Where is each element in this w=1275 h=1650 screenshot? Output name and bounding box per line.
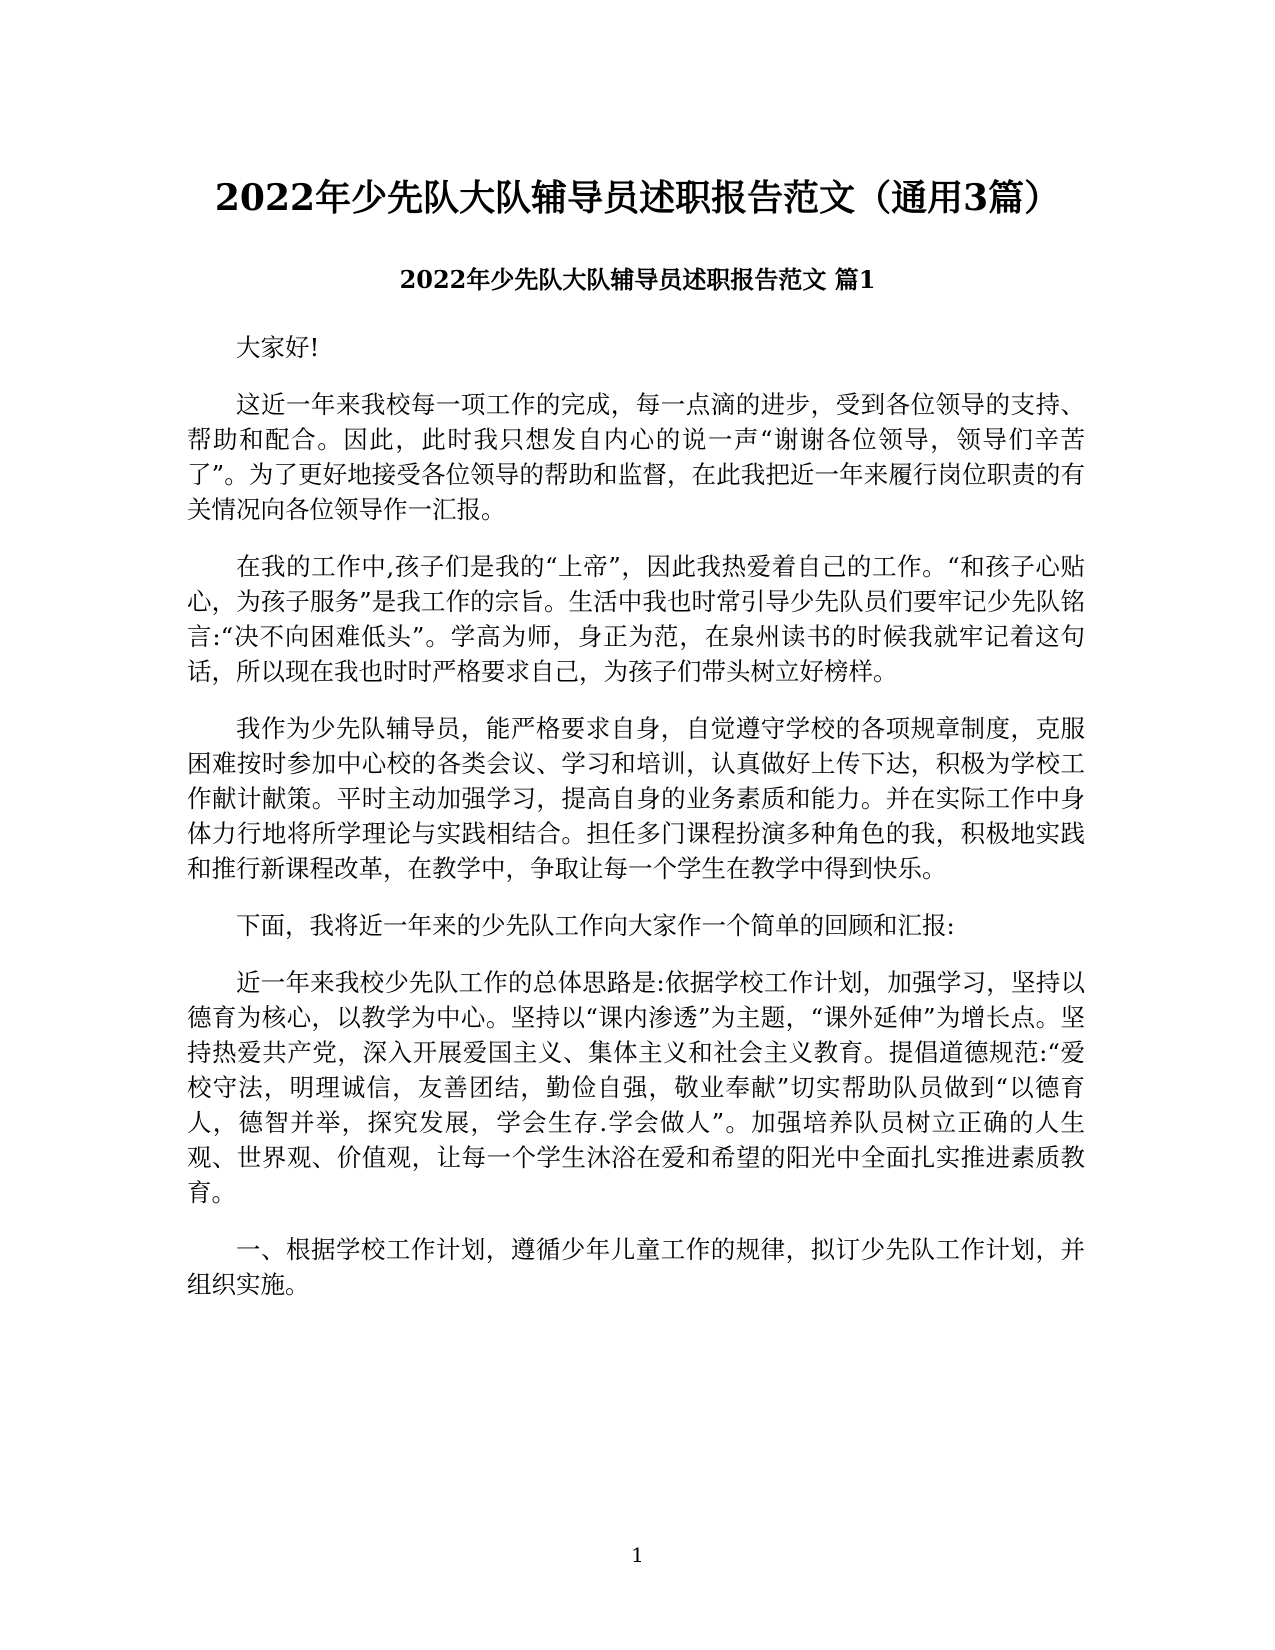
paragraph: 一、根据学校工作计划，遵循少年儿童工作的规律，拟订少先队工作计划，并组织实施。 bbox=[187, 1235, 1085, 1299]
section-heading: 2022年少先队大队辅导员述职报告范文 篇1 bbox=[399, 265, 876, 294]
paragraph: 在我的工作中,孩子们是我的“上帝”，因此我热爱着自己的工作。“和孩子心贴心，为孩子服务”是我工作的宗旨。生活中我也时常引导少先队员们要牢记少先队铭言:“决不向困难低头”。学高为师，身正为范，在泉州读书的时候我就牢记着这句话，所以现在我也时时严格要求自己，为孩子们带头树立好榜样。 bbox=[187, 552, 1085, 686]
paragraph: 下面，我将近一年来的少先队工作向大家作一个简单的回顾和汇报: bbox=[236, 911, 955, 940]
document-title: 2022年少先队大队辅导员述职报告范文（通用3篇） bbox=[214, 177, 1061, 219]
paragraph-greeting: 大家好! bbox=[236, 333, 320, 362]
paragraph: 我作为少先队辅导员，能严格要求自身，自觉遵守学校的各项规章制度，克服困难按时参加中心校的各类会议、学习和培训，认真做好上传下达，积极为学校工作献计献策。平时主动加强学习，提高自身的业务素质和能力。并在实际工作中身体力行地将所学理论与实践相结合。担任多门课程扮演多种角色的我，积极地实践和推行新课程改革，在教学中，争取让每一个学生在教学中得到快乐。 bbox=[187, 714, 1085, 883]
paragraph: 近一年来我校少先队工作的总体思路是:依据学校工作计划，加强学习，坚持以德育为核心，以教学为中心。坚持以“课内渗透”为主题，“课外延伸”为增长点。坚持热爱共产党，深入开展爱国主义、集体主义和社会主义教育。提倡道德规范:“爱校守法，明理诚信，友善团结，勤俭自强，敬业奉献”切实帮助队员做到“以德育人，德智并举，探究发展，学会生存.学会做人”。加强培养队员树立正确的人生观、世界观、价值观，让每一个学生沐浴在爱和希望的阳光中全面扎实推进素质教育。 bbox=[187, 968, 1085, 1207]
page-number: 1 bbox=[631, 1543, 644, 1567]
paragraph: 这近一年来我校每一项工作的完成，每一点滴的进步，受到各位领导的支持、帮助和配合。因此，此时我只想发自内心的说一声“谢谢各位领导，领导们辛苦了”。为了更好地接受各位领导的帮助和监督，在此我把近一年来履行岗位职责的有关情况向各位领导作一汇报。 bbox=[187, 390, 1085, 524]
document-body bbox=[187, 330, 1085, 1324]
